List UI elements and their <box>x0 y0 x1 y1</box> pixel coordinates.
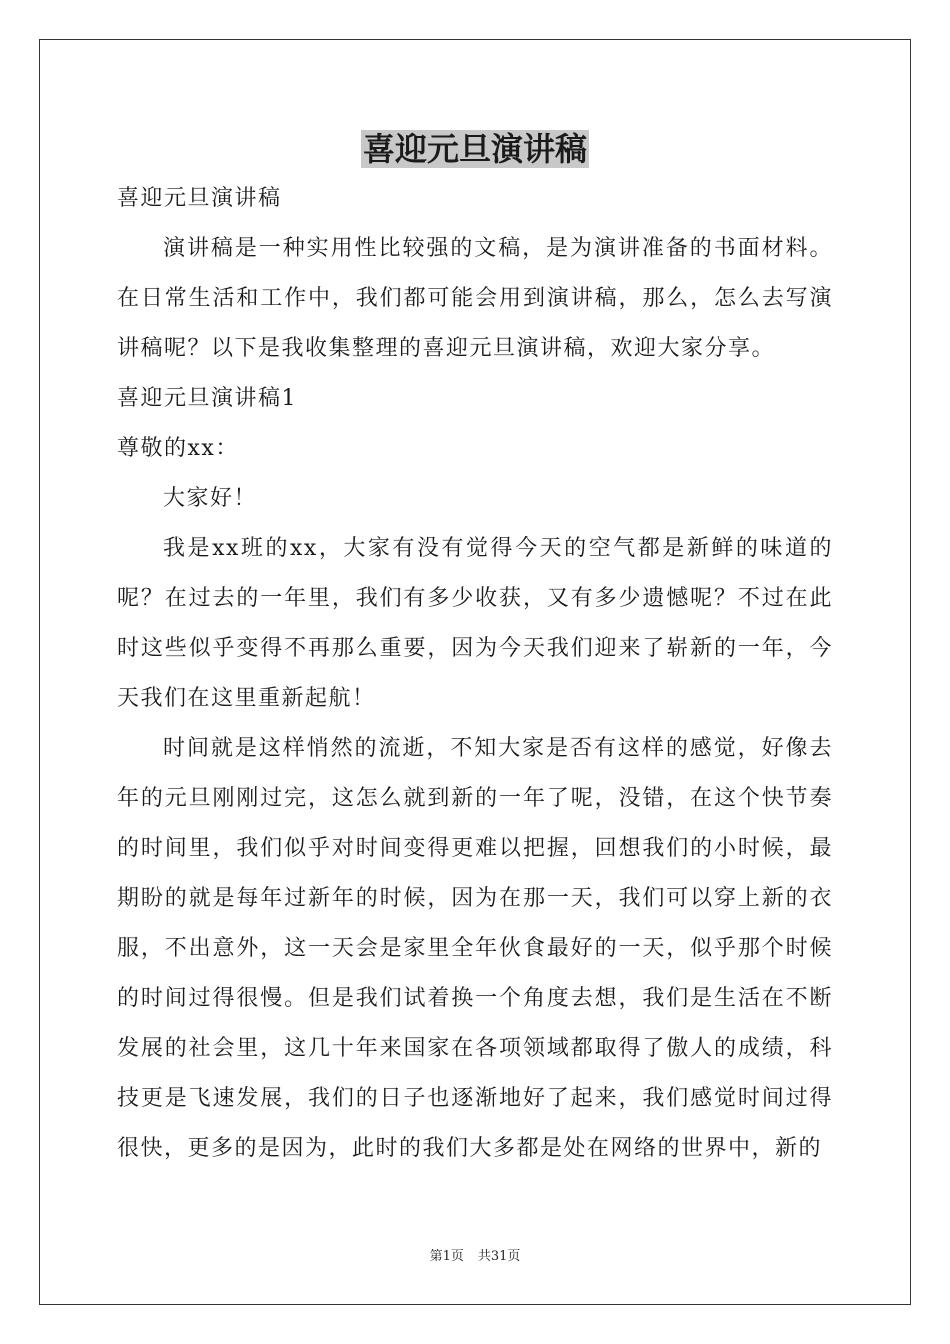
paragraph-body-2: 时间就是这样悄然的流逝，不知大家是否有这样的感觉，好像去年的元旦刚刚过完，这怎么就到新的一年了呢，没错，在这个快节奏的时间里，我们似乎对时间变得更难以把握，回想我们的小时候，最期盼的就是每年过新年的时候，因为在那一天，我们可以穿上新的衣服，不出意外，这一天会是家里全年伙食最好的一天，似乎那个时候的时间过得很慢。但是我们试着换一个角度去想，我们是生活在不断发展的社会里，这几十年来国家在各项领域都取得了傲人的成绩，科技更是飞速发展，我们的日子也逐渐地好了起来，我们感觉时间过得很快，更多的是因为，此时的我们大多都是处在网络的世界中，新的 <box>117 736 833 1161</box>
document-body <box>117 174 833 1174</box>
paragraph-salutation: 尊敬的xx： <box>117 436 239 461</box>
paragraph-section-title: 喜迎元旦演讲稿1 <box>117 386 297 411</box>
paragraph-greeting: 大家好！ <box>163 486 258 511</box>
document-title <box>0 127 950 171</box>
page-number: 第1页 <box>429 1249 464 1264</box>
paragraph-body-1: 我是xx班的xx，大家有没有觉得今天的空气都是新鲜的味道的呢？在过去的一年里，我们有多少收获，又有多少遗憾呢？不过在此时这些似乎变得不再那么重要，因为今天我们迎来了崭新的一年，今天我们在这里重新起航！ <box>117 536 833 711</box>
paragraph-intro: 演讲稿是一种实用性比较强的文稿，是为演讲准备的书面材料。在日常生活和工作中，我们都可能会用到演讲稿，那么，怎么去写演讲稿呢？以下是我收集整理的喜迎元旦演讲稿，欢迎大家分享。 <box>117 236 833 361</box>
page-total: 共31页 <box>477 1249 521 1264</box>
paragraph-heading: 喜迎元旦演讲稿 <box>117 186 282 211</box>
page-footer <box>0 1248 950 1266</box>
document-title-text: 喜迎元旦演讲稿 <box>362 130 587 168</box>
